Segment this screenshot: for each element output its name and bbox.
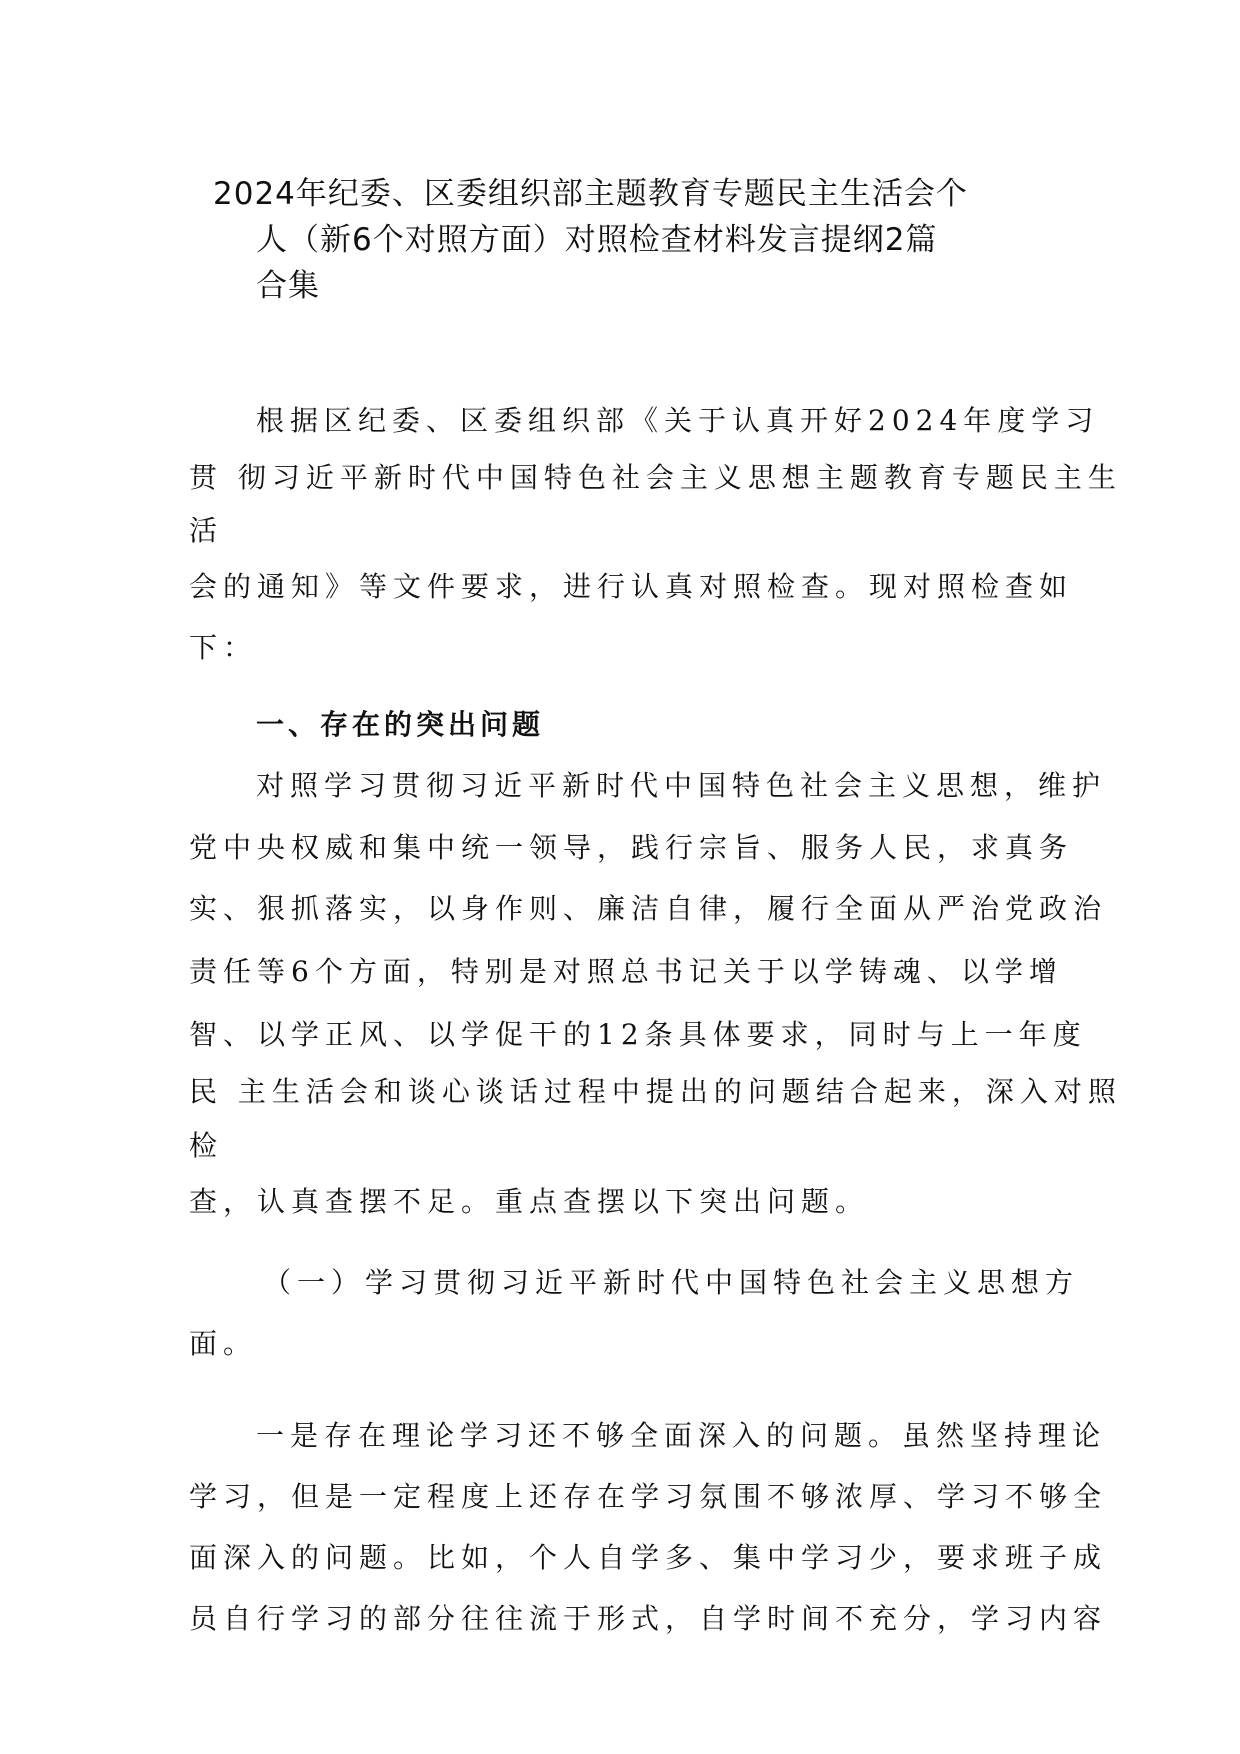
subsection-line-1: （一）学习贯彻习近平新时代中国特色社会主义思想方 (263, 1266, 1080, 1299)
title-line-1: 2024年纪委、区委组织部主题教育专题民主生活会个 (213, 176, 968, 212)
subsection-line-2: 面。 (189, 1327, 258, 1360)
point1-line-1: 一是存在理论学习还不够全面深入的问题。虽然坚持理论 (256, 1419, 1107, 1452)
point1-line-4: 员自行学习的部分往往流于形式，自学时间不充分，学习内容 (189, 1602, 1108, 1635)
intro-line-3: 活 (189, 514, 224, 547)
intro-line-1: 根据区纪委、区委组织部《关于认真开好2024年度学习 (256, 404, 1100, 437)
intro-line-5: 下： (189, 631, 258, 664)
section1-line-7: 检 (189, 1129, 224, 1162)
section1-line-1: 对照学习贯彻习近平新时代中国特色社会主义思想，维护 (256, 769, 1107, 802)
section1-line-4: 责任等6个方面，特别是对照总书记关于以学铸魂、以学增 (189, 955, 1063, 988)
point1-line-2: 学习，但是一定程度上还存在学习氛围不够浓厚、学习不够全 (189, 1480, 1108, 1513)
section-heading: 一、存在的突出问题 (256, 708, 545, 741)
section1-line-2: 党中央权威和集中统一领导，践行宗旨、服务人民，求真务 (189, 831, 1074, 864)
section1-line-8: 查，认真查摆不足。重点查摆以下突出问题。 (189, 1185, 870, 1218)
section1-line-6: 民 主生活会和谈心谈话过程中提出的问题结合起来，深入对照 (189, 1075, 1122, 1108)
intro-line-4: 会的通知》等文件要求，进行认真对照检查。现对照检查如 (189, 570, 1074, 603)
intro-line-2: 贯 彻习近平新时代中国特色社会主义思想主题教育专题民主生 (189, 461, 1122, 494)
section1-line-5: 智、以学正风、以学促干的12条具体要求，同时与上一年度 (189, 1018, 1087, 1051)
title-line-3: 合集 (256, 268, 320, 304)
title-line-2: 人（新6个对照方面）对照检查材料发言提纲2篇 (256, 222, 938, 258)
point1-line-3: 面深入的问题。比如，个人自学多、集中学习少，要求班子成 (189, 1541, 1108, 1574)
section1-line-3: 实、狠抓落实，以身作则、廉洁自律，履行全面从严治党政治 (189, 892, 1108, 925)
